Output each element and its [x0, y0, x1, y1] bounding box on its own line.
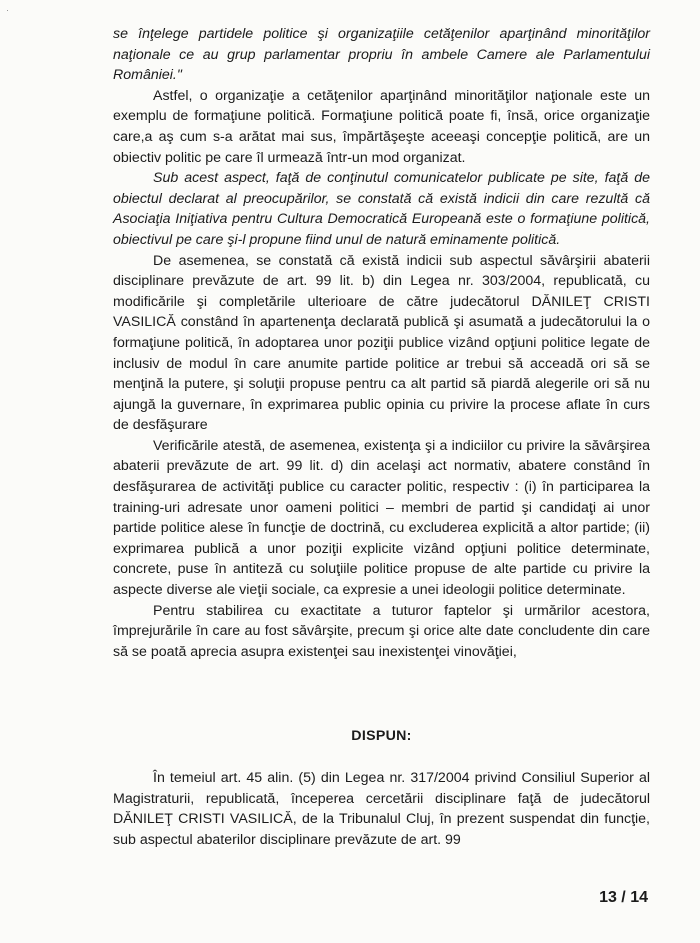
scan-mark: ·	[6, 5, 9, 15]
section-spacer	[113, 662, 650, 726]
document-body	[113, 24, 650, 850]
section-heading: DISPUN:	[351, 728, 412, 745]
paragraph-art-99-b: De asemenea, se constată că există indicii sub aspectul săvârşirii abaterii disciplinare prevăzute de art. 99 lit. b) din Legea nr. 303/2004, republicată, cu modificările şi completările ulterioare de către judecătorul DĂNILEŢ CRISTI VASILICĂ constând în apartenenţa declarată publică şi asumată a judecătorului la o formaţiune politică, în adoptarea unor poziţii publice vizând opţiuni politice legate de inclusiv de modul în care anumite partide politice ar trebui să acceadă ori să se menţină la putere, şi soluţii propuse pentru ca alt partid să piardă alegerile ori să nu ajungă la guvernare, în exprimarea public opinia cu privire la procese aflate în curs de desfăşurare	[113, 252, 650, 434]
paragraph-quote-end: se înţelege partidele politice şi organizaţiile cetăţenilor aparţinând minorităţilor naţionale ce au grup parlamentar propriu în ambele Camere ale Parlamentului României."	[113, 26, 650, 84]
paragraph-disposition: În temeiul art. 45 alin. (5) din Legea nr. 317/2004 privind Consiliul Superior al Magistraturii, republicată, începerea cercetării disciplinare faţă de judecătorul DĂNILEŢ CRISTI VASILICĂ, de la Tribunalul Cluj, în prezent suspendat din funcţie, sub aspectul abaterilor disciplinare prevăzute de art. 99	[113, 770, 650, 848]
paragraph-establishing-facts: Pentru stabilirea cu exactitate a tuturor faptelor şi urmărilor acestora, împrejurările în care au fost săvârşite, precum şi orice alte date concludente din care să se poată aprecia asupra existenţei sau inexistenţei vinovăţiei,	[113, 602, 650, 660]
paragraph-political-formation: Astfel, o organizaţie a cetăţenilor aparţinând minorităţilor naţionale este un exemplu de formaţiune politică. Formaţiune politică poate fi, însă, orice organizaţie care,a aş cum s-a arătat mai sus, împărtăşeşte aceeaşi concepţie politică, are un obiectiv politic pe care îl urmează într-un mod organizat.	[113, 87, 650, 166]
page-number: 13 / 14	[599, 889, 648, 906]
paragraph-art-99-d: Verificările atestă, de asemenea, existenţa şi a indiciilor cu privire la săvârşirea abaterii prevăzute de art. 99 lit. d) din acelaşi act normativ, abatere constând în desfăşurarea de activităţi publice cu caracter politic, respectiv : (i) în participarea la training-uri adresate unor oameni politici – membri de partid şi candidaţi ai unor partide politice alese în funcţie de doctrină, cu excluderea explicită a altor partide; (ii) exprimarea publică a unor poziţii explicite vizând opţiuni politice determinate, concrete, puse în antiteză cu soluţiile politice propuse de alte partide cu privire la aspecte diverse ale vieţii sociale, ca expresie a unei ideologii politice determinate.	[113, 437, 650, 599]
paragraph-association-assessment: Sub acest aspect, faţă de conţinutul comunicatelor publicate pe site, faţă de obiectul declarat al preocupărilor, se constată că există indicii din care rezultă că Asociaţia Iniţiativa pentru Cultura Democratică Europeană este o formaţiune politică, obiectivul pe care şi-l propune fiind unul de natură eminamente politică.	[113, 170, 650, 248]
